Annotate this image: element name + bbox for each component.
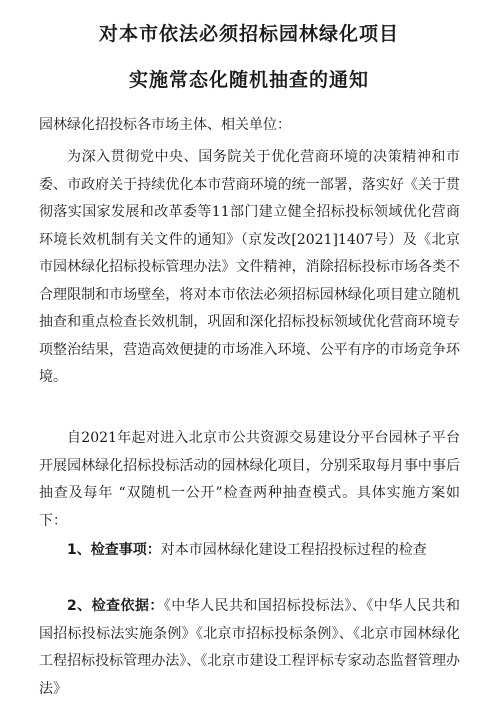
paragraph-2: 自2021年起对进入北京市公共资源交易建设分平台园林子平台开展园林绿化招标投标活动的园林绿化项目，分别采取每月事中事后抽查及每年 “双随机一公开”检查两种抽查模式。具体实施方案如下： [39, 430, 460, 529]
paragraph-1: 为深入贯彻党中央、国务院关于优化营商环境的决策精神和市委、市政府关于持续优化本市营商环境的统一部署，落实好《关于贯彻落实国家发展和改革委等11部门建立健全招标投标领域优化营商环境长效机制有关文件的通知》（京发改[2021]1407号）及《北京市园林绿化招标投标管理办法》文件精神，消除招标投标市场各类不合理限制和市场壁垒，将对本市依法必须招标园林绿化项目建立随机抽查和重点检查长效机制，巩固和深化招标投标领域优化营商环境专项整治结果，营造高效便捷的市场准入环境、公平有序的市场竞争环境。 [39, 149, 460, 385]
salutation: 园林绿化招投标各市场主体、相关单位： [39, 117, 291, 133]
item-1-text: 对本市园林绿化建设工程招投标过程的检查 [160, 542, 427, 558]
item-1 [39, 537, 460, 565]
document-title-line-1: 对本市依法必须招标园林绿化项目 [98, 23, 399, 45]
item-2-heading: 2、检查依据： [67, 598, 164, 614]
item-1-heading: 1、检查事项： [67, 542, 161, 558]
document-title-line-2: 实施常态化随机抽查的通知 [128, 69, 369, 91]
item-2 [39, 593, 460, 703]
item-2-text: 《中华人民共和国招标投标法》、《中华人民共和国招标投标法实施条例》《北京市招标投标条例》、《北京市园林绿化工程招标投标管理办法》、《北京市建设工程评标专家动态监督管理办法》 [39, 598, 460, 697]
